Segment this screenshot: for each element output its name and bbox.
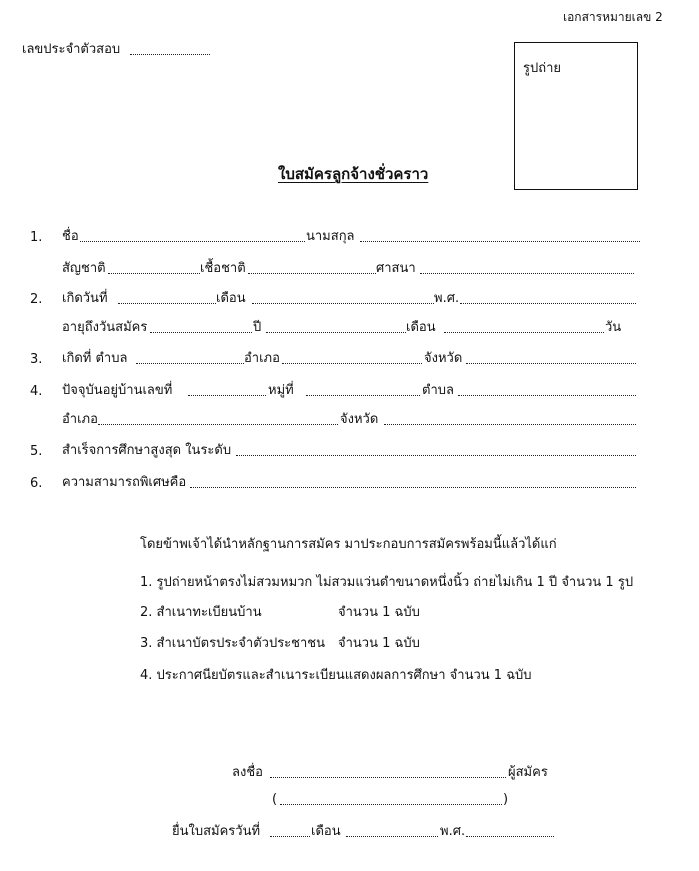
last-name-label: นามสกุล: [306, 229, 355, 244]
documents-intro: โดยข้าพเจ้าได้นำหลักฐานการสมัคร มาประกอบการสมัครพร้อมนี้แล้วได้แก่: [140, 537, 557, 552]
age-day-label: วัน: [605, 320, 622, 335]
age-year-blank[interactable]: [150, 332, 252, 333]
address-subdistrict-label: ตำบล: [422, 383, 454, 398]
document-number: เอกสารหมายเลข 2: [563, 10, 663, 24]
document-item: 4. ประกาศนียบัตรและสำเนาระเบียนแสดงผลการศึกษา จำนวน 1 ฉบับ: [140, 668, 532, 683]
document-item: 3. สำเนาบัตรประจำตัวประชาชน: [140, 636, 326, 651]
age-label: อายุถึงวันสมัคร: [62, 320, 148, 335]
name-paren-close: ): [503, 792, 509, 807]
nationality-blank[interactable]: [108, 273, 200, 274]
address-moo-blank[interactable]: [306, 395, 420, 396]
field-5-number: 5.: [30, 444, 43, 459]
age-month-label: เดือน: [406, 320, 436, 335]
field-3-number: 3.: [30, 352, 43, 367]
birth-month-label: เดือน: [216, 291, 246, 306]
name-paren-open: (: [272, 792, 278, 807]
birth-day-blank[interactable]: [118, 303, 216, 304]
submit-month-label: เดือน: [311, 824, 341, 839]
special-skills-blank[interactable]: [190, 487, 636, 488]
address-district-blank[interactable]: [98, 424, 338, 425]
birth-subdistrict-label: เกิดที่ ตำบล: [62, 351, 128, 366]
birth-month-blank[interactable]: [252, 303, 434, 304]
birth-province-blank[interactable]: [466, 363, 636, 364]
document-qty: จำนวน 1 ฉบับ: [338, 605, 420, 620]
education-blank[interactable]: [236, 455, 636, 456]
photo-box[interactable]: [514, 42, 638, 190]
religion-blank[interactable]: [420, 273, 634, 274]
field-1-number: 1.: [30, 230, 43, 245]
address-subdistrict-blank[interactable]: [458, 395, 636, 396]
birth-subdistrict-blank[interactable]: [136, 363, 244, 364]
address-house-label: ปัจจุบันอยู่บ้านเลขที่: [62, 383, 173, 398]
field-6-number: 6.: [30, 476, 43, 491]
last-name-blank[interactable]: [360, 241, 640, 242]
address-province-label: จังหวัด: [340, 412, 379, 427]
birth-year-blank[interactable]: [460, 303, 636, 304]
age-day-blank[interactable]: [444, 332, 604, 333]
ethnicity-blank[interactable]: [248, 273, 376, 274]
signature-blank[interactable]: [270, 777, 506, 778]
field-4-number: 4.: [30, 384, 43, 399]
applicant-label: ผู้สมัคร: [508, 765, 548, 780]
submit-date-label: ยื่นใบสมัครวันที่: [172, 824, 261, 839]
form-title: ใบสมัครลูกจ้างชั่วคราว: [278, 165, 429, 183]
religion-label: ศาสนา: [376, 261, 416, 276]
exam-id-label: เลขประจำตัวสอบ: [22, 42, 121, 57]
ethnicity-label: เชื้อชาติ: [200, 261, 246, 276]
nationality-label: สัญชาติ: [62, 261, 106, 276]
first-name-blank[interactable]: [80, 241, 305, 242]
birth-day-label: เกิดวันที่: [62, 291, 108, 306]
document-item: 1. รูปถ่ายหน้าตรงไม่สวมหมวก ไม่สวมแว่นดำขนาดหนึ่งนิ้ว ถ่ายไม่เกิน 1 ปี จำนวน 1 รูป: [140, 575, 634, 590]
address-house-blank[interactable]: [188, 395, 266, 396]
exam-id-blank[interactable]: [130, 54, 210, 55]
address-province-blank[interactable]: [384, 424, 636, 425]
document-item: 2. สำเนาทะเบียนบ้าน: [140, 605, 262, 620]
address-moo-label: หมู่ที่: [268, 383, 294, 398]
submit-year-blank[interactable]: [466, 836, 554, 837]
field-2-number: 2.: [30, 292, 43, 307]
submit-month-blank[interactable]: [346, 836, 438, 837]
age-year-label: ปี: [253, 320, 262, 335]
document-qty: จำนวน 1 ฉบับ: [338, 636, 420, 651]
birth-district-blank[interactable]: [282, 363, 422, 364]
submit-day-blank[interactable]: [270, 836, 310, 837]
birth-province-label: จังหวัด: [424, 351, 463, 366]
address-district-label: อำเภอ: [62, 412, 98, 427]
education-label: สำเร็จการศึกษาสูงสุด ในระดับ: [62, 443, 232, 458]
printed-name-blank[interactable]: [280, 804, 502, 805]
special-skills-label: ความสามารถพิเศษคือ: [62, 475, 187, 490]
age-month-blank[interactable]: [266, 332, 406, 333]
photo-label: รูปถ่าย: [523, 61, 562, 76]
signature-label: ลงชื่อ: [232, 765, 263, 780]
birth-district-label: อำเภอ: [244, 351, 280, 366]
birth-year-label: พ.ศ.: [434, 291, 460, 306]
submit-year-label: พ.ศ.: [440, 824, 466, 839]
first-name-label: ชื่อ: [62, 229, 79, 244]
